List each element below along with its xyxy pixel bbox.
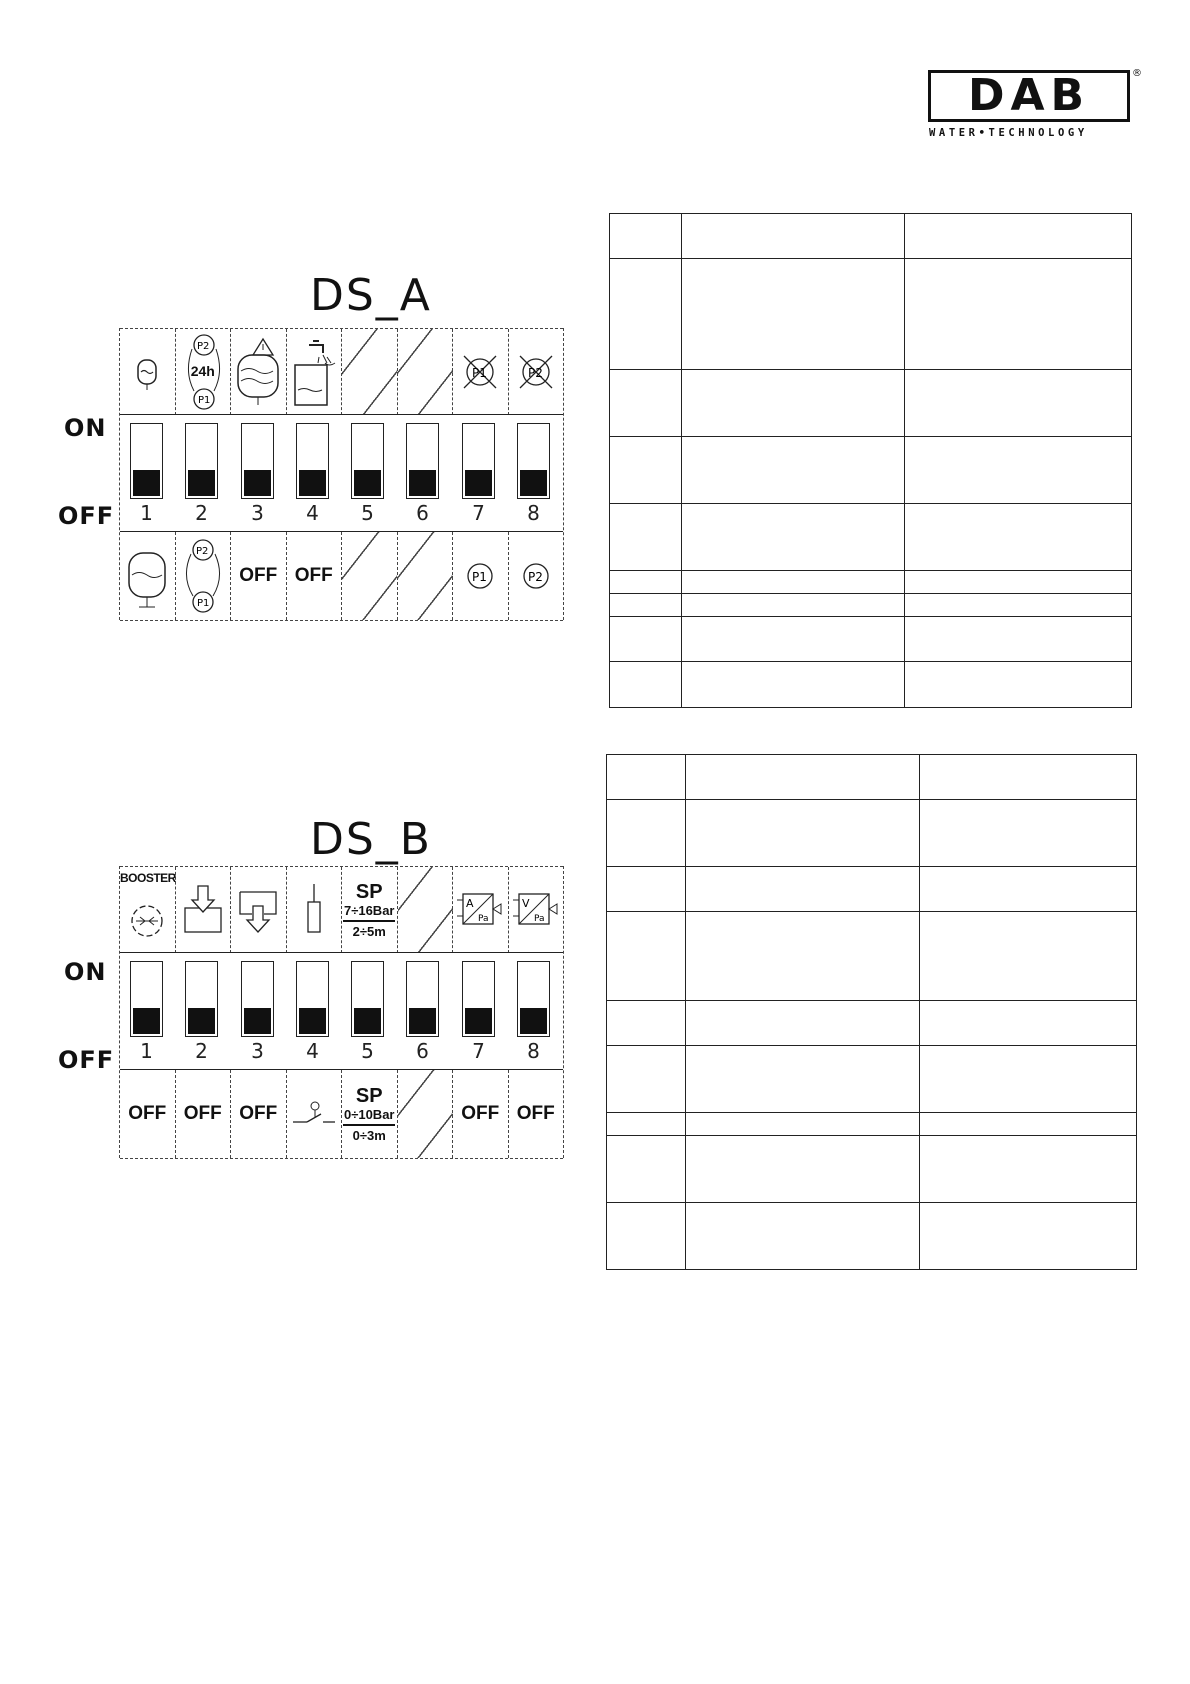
dip-switch-panel-a xyxy=(58,270,570,630)
unused-cell xyxy=(398,867,454,953)
off-cell-3 xyxy=(231,1070,287,1158)
p2-disabled-icon xyxy=(509,329,564,415)
sp-range-bar: 0÷10Bar xyxy=(343,1107,395,1122)
table-row xyxy=(607,1203,1137,1270)
table-row xyxy=(610,214,1132,259)
dip-switch-8[interactable] xyxy=(517,961,550,1037)
table-cell xyxy=(610,617,682,662)
alternation-24h-icon xyxy=(176,329,232,415)
on-label: ON xyxy=(64,958,107,986)
table-cell xyxy=(685,800,920,867)
panel-a-on-icons xyxy=(120,328,563,415)
sp-label: SP xyxy=(355,1085,383,1107)
off-label: OFF xyxy=(58,1046,115,1074)
label-24h: 24h xyxy=(190,363,215,379)
table-cell xyxy=(610,370,682,437)
voltage-sensor-icon xyxy=(509,867,564,953)
table-cell xyxy=(681,571,905,594)
table-cell xyxy=(610,594,682,617)
table-cell xyxy=(905,504,1132,571)
off-text: OFF xyxy=(239,565,278,586)
switch-number: 2 xyxy=(195,501,208,525)
table-cell xyxy=(920,755,1137,800)
on-label: ON xyxy=(64,414,107,442)
table-cell xyxy=(905,571,1132,594)
switch-number: 4 xyxy=(306,1039,319,1063)
table-cell xyxy=(920,1046,1137,1113)
switch-number: 5 xyxy=(361,501,374,525)
table-cell xyxy=(920,1203,1137,1270)
table-cell xyxy=(685,755,920,800)
p2-label: P2 xyxy=(196,341,209,352)
dip-switch-7[interactable] xyxy=(462,961,495,1037)
current-sensor-icon xyxy=(453,867,509,953)
dip-switch-4[interactable] xyxy=(296,423,329,499)
pa-label: Pa xyxy=(533,914,545,924)
table-cell xyxy=(685,1046,920,1113)
table-cell xyxy=(681,370,905,437)
fill-tank-icon xyxy=(176,867,232,953)
switch-number: 5 xyxy=(361,1039,374,1063)
off-text: OFF xyxy=(183,1103,222,1124)
switch-number: 7 xyxy=(472,501,485,525)
switch-bar-b xyxy=(120,952,563,1070)
switch-number: 2 xyxy=(195,1039,208,1063)
panel-b-grid xyxy=(119,866,564,1158)
table-cell xyxy=(610,437,682,504)
table-cell xyxy=(685,1136,920,1203)
switch-number: 1 xyxy=(140,1039,153,1063)
off-cell-1 xyxy=(120,1070,176,1158)
panel-a-title: DS_A xyxy=(310,270,432,321)
dip-switch-7[interactable] xyxy=(462,423,495,499)
setpoint-range-high xyxy=(342,867,398,953)
switch-bar-a xyxy=(120,414,563,532)
tap-tank-icon xyxy=(287,329,343,415)
table-row xyxy=(607,800,1137,867)
off-text: OFF xyxy=(128,1103,167,1124)
p2-label: P2 xyxy=(527,366,543,380)
table-row xyxy=(607,755,1137,800)
table-row xyxy=(607,1001,1137,1046)
table-row xyxy=(610,370,1132,437)
table-cell xyxy=(607,755,686,800)
off-text: OFF xyxy=(461,1103,500,1124)
dip-switch-3[interactable] xyxy=(241,423,274,499)
table-cell xyxy=(905,594,1132,617)
table-cell xyxy=(610,504,682,571)
sp-range-bar: 7÷16Bar xyxy=(343,903,395,918)
switch-number: 4 xyxy=(306,501,319,525)
p1-label: P1 xyxy=(196,598,210,609)
sp-label: SP xyxy=(355,881,383,903)
table-row xyxy=(610,259,1132,370)
float-switch-icon xyxy=(287,867,343,953)
switch-number: 8 xyxy=(527,501,540,525)
table-cell xyxy=(610,259,682,370)
tank-large-icon xyxy=(120,532,176,620)
dip-switch-6[interactable] xyxy=(406,961,439,1037)
settings-table-b xyxy=(606,754,1137,1270)
unused-cell xyxy=(398,1070,454,1158)
unused-cell xyxy=(342,329,398,415)
drain-tank-icon xyxy=(231,867,287,953)
table-row xyxy=(610,617,1132,662)
dip-switch-4[interactable] xyxy=(296,961,329,1037)
table-cell xyxy=(607,800,686,867)
table-cell xyxy=(920,800,1137,867)
pa-label: Pa xyxy=(478,914,489,924)
table-row xyxy=(610,662,1132,708)
dip-switch-5[interactable] xyxy=(351,423,384,499)
dip-switch-1[interactable] xyxy=(130,961,163,1037)
p1-label: P1 xyxy=(472,366,488,380)
switch-number: 7 xyxy=(472,1039,485,1063)
table-row xyxy=(607,867,1137,912)
off-text: OFF xyxy=(516,1103,555,1124)
p1-label: P1 xyxy=(197,395,210,406)
table-cell xyxy=(920,912,1137,1001)
table-row xyxy=(607,1046,1137,1113)
off-cell-7 xyxy=(453,1070,509,1158)
dip-switch-8[interactable] xyxy=(517,423,550,499)
table-cell xyxy=(920,1136,1137,1203)
panel-a-grid xyxy=(119,328,564,620)
switch-number: 3 xyxy=(251,1039,264,1063)
off-cell-4 xyxy=(287,532,343,620)
table-row xyxy=(610,571,1132,594)
table-row xyxy=(607,1136,1137,1203)
p2-label: P2 xyxy=(527,570,543,584)
switch-number: 6 xyxy=(416,1039,429,1063)
table-cell xyxy=(610,214,682,259)
table-row xyxy=(610,437,1132,504)
sp-range-m: 0÷3m xyxy=(343,1124,395,1142)
logo-tagline: WATER•TECHNOLOGY xyxy=(929,127,1088,139)
table-cell xyxy=(685,867,920,912)
table-cell xyxy=(681,662,905,708)
unused-cell xyxy=(398,532,454,620)
setpoint-range-low xyxy=(342,1070,398,1158)
table-cell xyxy=(905,370,1132,437)
p2-label: P2 xyxy=(195,546,209,557)
table-cell xyxy=(607,1203,686,1270)
booster-icon xyxy=(120,867,176,953)
dip-switch-3[interactable] xyxy=(241,961,274,1037)
table-cell xyxy=(685,1113,920,1136)
table-row xyxy=(607,1113,1137,1136)
table-cell xyxy=(920,1001,1137,1046)
unused-cell xyxy=(398,329,454,415)
table-cell xyxy=(905,662,1132,708)
table-cell xyxy=(681,594,905,617)
table-cell xyxy=(681,617,905,662)
p1-icon xyxy=(453,532,509,620)
table-cell xyxy=(610,571,682,594)
a-label: A xyxy=(466,897,474,910)
off-text: OFF xyxy=(294,565,333,586)
unused-cell xyxy=(342,532,398,620)
table-cell xyxy=(685,1001,920,1046)
panel-b-title: DS_B xyxy=(310,814,432,865)
switch-number: 8 xyxy=(527,1039,540,1063)
table-cell xyxy=(905,617,1132,662)
dip-switch-panel-b xyxy=(58,814,570,1174)
table-cell xyxy=(685,912,920,1001)
table-cell xyxy=(681,259,905,370)
off-cell-8 xyxy=(509,1070,564,1158)
p1-disabled-icon xyxy=(453,329,509,415)
logo-word: DAB xyxy=(967,70,1091,121)
panel-b-on-icons xyxy=(120,866,563,953)
tank-small-icon xyxy=(120,329,176,415)
pressure-switch-icon xyxy=(287,1070,343,1158)
table-cell xyxy=(905,259,1132,370)
registered-mark: ® xyxy=(1132,68,1142,79)
table-cell xyxy=(607,867,686,912)
table-cell xyxy=(607,1136,686,1203)
dip-switch-6[interactable] xyxy=(406,423,439,499)
off-cell-2 xyxy=(176,1070,232,1158)
table-cell xyxy=(681,504,905,571)
pump-alternation-icon xyxy=(176,532,232,620)
panel-a-off-icons xyxy=(120,532,563,621)
table-cell xyxy=(607,1001,686,1046)
booster-label: BOOSTER xyxy=(120,871,176,885)
table-cell xyxy=(607,1046,686,1113)
table-cell xyxy=(610,662,682,708)
dip-switch-1[interactable] xyxy=(130,423,163,499)
dip-switch-5[interactable] xyxy=(351,961,384,1037)
switch-number: 6 xyxy=(416,501,429,525)
off-text: OFF xyxy=(239,1103,278,1124)
p2-icon xyxy=(509,532,564,620)
dip-switch-2[interactable] xyxy=(185,961,218,1037)
sp-range-m: 2÷5m xyxy=(343,920,395,938)
v-label: V xyxy=(521,897,530,910)
table-cell xyxy=(607,1113,686,1136)
p1-label: P1 xyxy=(472,570,488,584)
switch-number: 3 xyxy=(251,501,264,525)
off-label: OFF xyxy=(58,502,115,530)
logo-frame xyxy=(928,70,1130,122)
switch-number: 1 xyxy=(140,501,153,525)
dab-logo xyxy=(928,68,1142,140)
table-cell xyxy=(607,912,686,1001)
off-cell-3 xyxy=(231,532,287,620)
table-cell xyxy=(681,437,905,504)
table-cell xyxy=(905,437,1132,504)
table-cell xyxy=(905,214,1132,259)
settings-table-a xyxy=(609,213,1132,708)
table-cell xyxy=(681,214,905,259)
table-row xyxy=(607,912,1137,1001)
table-cell xyxy=(685,1203,920,1270)
panel-b-off-icons xyxy=(120,1070,563,1159)
table-cell xyxy=(920,867,1137,912)
table-row xyxy=(610,594,1132,617)
tank-warning-icon xyxy=(231,329,287,415)
table-row xyxy=(610,504,1132,571)
dip-switch-2[interactable] xyxy=(185,423,218,499)
table-cell xyxy=(920,1113,1137,1136)
